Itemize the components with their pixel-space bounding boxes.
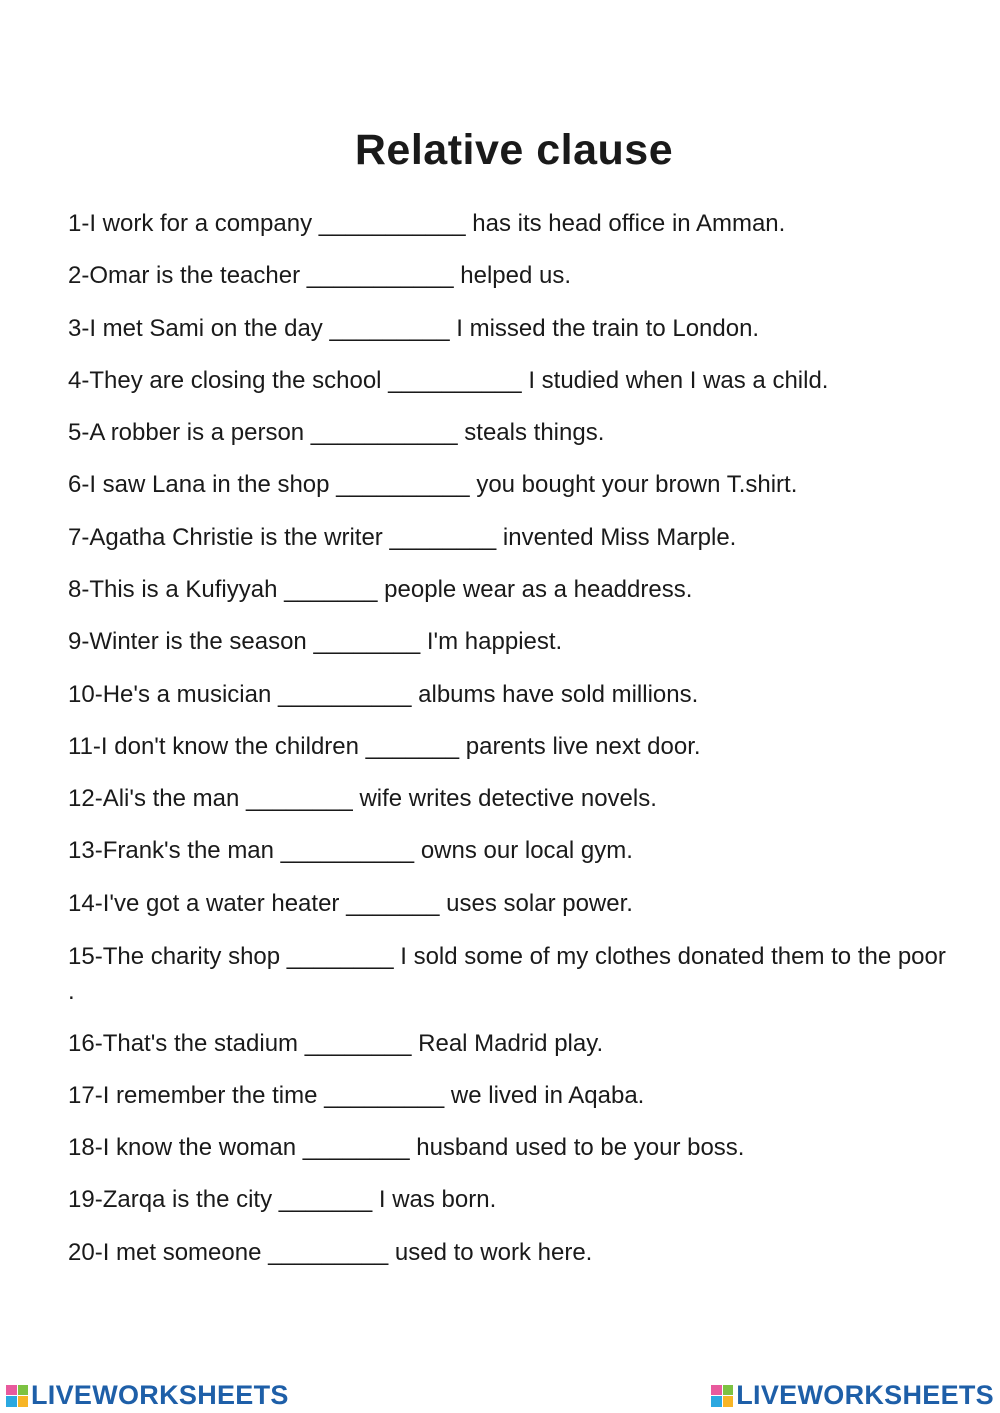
question-10: 10-He's a musician __________ albums have sold millions. xyxy=(68,681,699,708)
footer-logo-left xyxy=(6,1380,289,1411)
question-16: 16-That's the stadium ________ Real Madrid play. xyxy=(68,1030,604,1057)
question-13: 13-Frank's the man __________ owns our local gym. xyxy=(68,837,633,864)
question-6: 6-I saw Lana in the shop __________ you bought your brown T.shirt. xyxy=(68,471,798,498)
question-7: 7-Agatha Christie is the writer ________ invented Miss Marple. xyxy=(68,524,737,551)
question-4: 4-They are closing the school __________ I studied when I was a child. xyxy=(68,367,829,394)
question-15: 15-The charity shop ________ I sold some of my clothes donated them to the poor . xyxy=(68,943,946,1005)
footer-brand-left: LIVEWORKSHEETS xyxy=(31,1380,289,1410)
page-title: Relative clause xyxy=(354,126,674,174)
question-9: 9-Winter is the season ________ I'm happiest. xyxy=(68,628,563,655)
footer-logo-right xyxy=(711,1380,994,1411)
question-8: 8-This is a Kufiyyah _______ people wear as a headdress. xyxy=(68,576,693,603)
question-11: 11-I don't know the children _______ parents live next door. xyxy=(68,733,701,760)
question-12: 12-Ali's the man ________ wife writes detective novels. xyxy=(68,785,657,812)
question-14: 14-I've got a water heater _______ uses solar power. xyxy=(68,890,633,917)
liveworksheets-logo-icon xyxy=(6,1385,28,1407)
question-3: 3-I met Sami on the day _________ I missed the train to London. xyxy=(68,315,760,342)
question-18: 18-I know the woman ________ husband used to be your boss. xyxy=(68,1134,745,1161)
question-2: 2-Omar is the teacher ___________ helped us. xyxy=(68,262,572,289)
question-20: 20-I met someone _________ used to work here. xyxy=(68,1239,593,1266)
question-5: 5-A robber is a person ___________ steals things. xyxy=(68,419,605,446)
liveworksheets-logo-icon xyxy=(711,1385,733,1407)
question-1: 1-I work for a company ___________ has its head office in Amman. xyxy=(68,210,786,237)
question-17: 17-I remember the time _________ we lived in Aqaba. xyxy=(68,1082,645,1109)
question-19: 19-Zarqa is the city _______ I was born. xyxy=(68,1186,497,1213)
footer-brand-right: LIVEWORKSHEETS xyxy=(736,1380,994,1410)
